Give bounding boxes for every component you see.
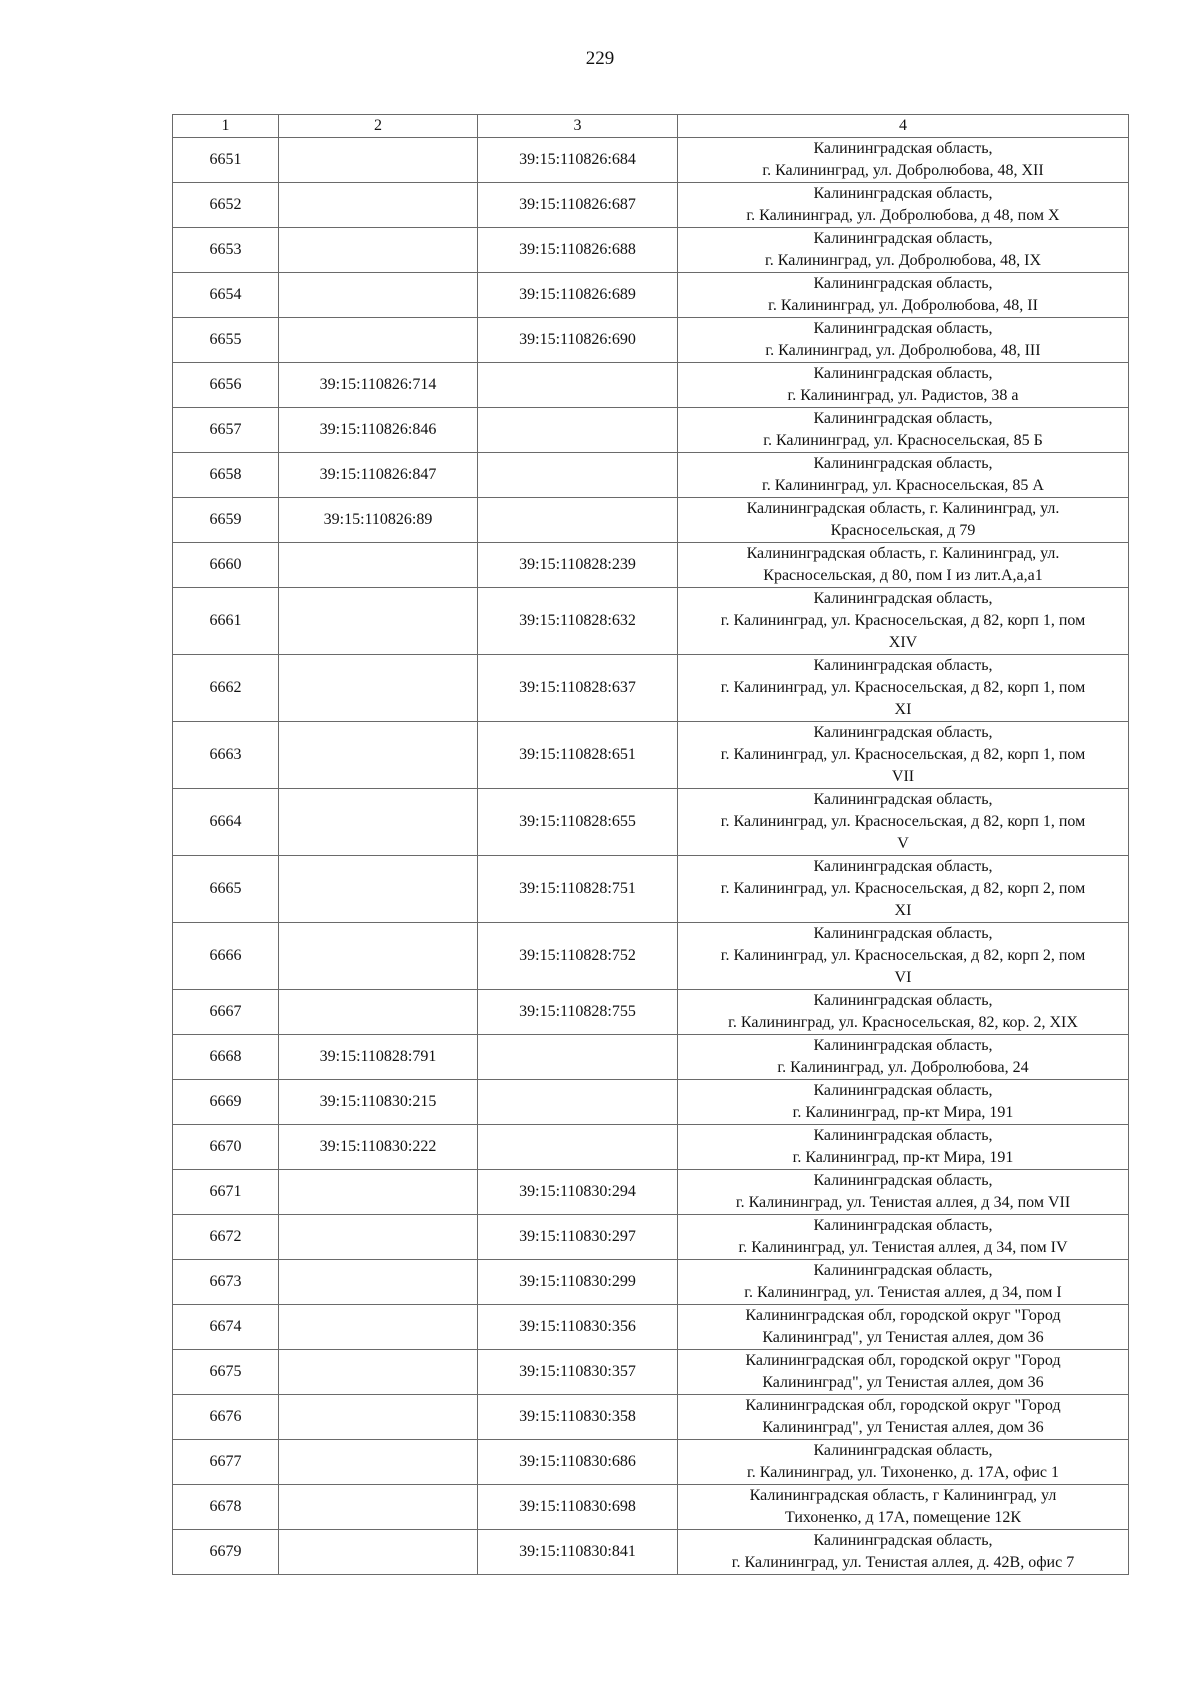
address-cell <box>678 138 1129 183</box>
row-number-cell: 6653 <box>173 228 279 273</box>
address-line: г. Калининград, ул. Красносельская, д 82, корп 2, пом <box>720 947 1086 964</box>
address-line: Калининградская область, <box>813 925 993 942</box>
cadastral-number-cell <box>279 273 478 318</box>
address-line: Калининградская обл, городской округ "Город <box>745 1352 1061 1369</box>
table-row <box>173 1305 1129 1350</box>
row-number-cell: 6676 <box>173 1395 279 1440</box>
cadastral-number-cell <box>279 228 478 273</box>
registry-table <box>172 114 1129 1575</box>
address-line: Калининградская область, <box>813 590 993 607</box>
address-line: г. Калининград, ул. Красносельская, д 82, корп 1, пом <box>720 813 1086 830</box>
address-line: VI <box>894 969 912 986</box>
row-number-cell: 6652 <box>173 183 279 228</box>
object-cadastral-number-cell <box>478 408 678 453</box>
row-number-cell: 6654 <box>173 273 279 318</box>
cadastral-number-cell: 39:15:110826:847 <box>279 453 478 498</box>
table-row <box>173 1485 1129 1530</box>
table-row <box>173 318 1129 363</box>
cadastral-number-cell <box>279 1350 478 1395</box>
row-number-cell: 6659 <box>173 498 279 543</box>
object-cadastral-number-cell: 39:15:110830:299 <box>478 1260 678 1305</box>
address-line: г. Калининград, ул. Тихоненко, д. 17А, офис 1 <box>746 1464 1060 1481</box>
object-cadastral-number-cell <box>478 363 678 408</box>
table-row <box>173 183 1129 228</box>
cadastral-number-cell <box>279 1530 478 1575</box>
cadastral-number-cell: 39:15:110830:222 <box>279 1125 478 1170</box>
table-row <box>173 1530 1129 1575</box>
address-line: г. Калининград, ул. Радистов, 38 а <box>787 387 1019 404</box>
row-number-cell: 6660 <box>173 543 279 588</box>
cadastral-number-cell: 39:15:110826:89 <box>279 498 478 543</box>
address-cell <box>678 1125 1129 1170</box>
address-line: г. Калининград, ул. Добролюбова, 48, XII <box>762 162 1044 179</box>
address-cell <box>678 990 1129 1035</box>
object-cadastral-number-cell: 39:15:110828:655 <box>478 789 678 856</box>
address-cell <box>678 1440 1129 1485</box>
row-number-cell: 6667 <box>173 990 279 1035</box>
table-row <box>173 363 1129 408</box>
row-number-cell: 6666 <box>173 923 279 990</box>
address-cell <box>678 789 1129 856</box>
address-line: Калининград", ул Тенистая аллея, дом 36 <box>762 1329 1044 1346</box>
table-body <box>173 138 1129 1575</box>
address-cell <box>678 1350 1129 1395</box>
object-cadastral-number-cell: 39:15:110828:651 <box>478 722 678 789</box>
address-line: г. Калининград, пр-кт Мира, 191 <box>792 1104 1014 1121</box>
address-line: г. Калининград, ул. Красносельская, д 82, корп 1, пом <box>720 679 1086 696</box>
address-cell <box>678 1485 1129 1530</box>
address-line: Калининградская область, <box>813 320 993 337</box>
address-cell <box>678 1530 1129 1575</box>
address-line: г. Калининград, ул. Красносельская, д 82, корп 1, пом <box>720 746 1086 763</box>
table-row <box>173 655 1129 722</box>
column-header-2: 2 <box>279 115 478 138</box>
address-line: Красносельская, д 79 <box>830 522 976 539</box>
address-cell <box>678 655 1129 722</box>
row-number-cell: 6677 <box>173 1440 279 1485</box>
address-line: Калининградская область, г. Калининград, ул. <box>746 500 1060 517</box>
cadastral-number-cell <box>279 789 478 856</box>
address-cell <box>678 1395 1129 1440</box>
address-line: Калининградская область, <box>813 791 993 808</box>
address-line: г. Калининград, ул. Добролюбова, 48, II <box>768 297 1038 314</box>
address-line: г. Калининград, ул. Тенистая аллея, д 34, пом I <box>744 1284 1062 1301</box>
cadastral-number-cell <box>279 1170 478 1215</box>
address-line: г. Калининград, ул. Добролюбова, 48, III <box>765 342 1041 359</box>
address-line: Калининградская область, <box>813 410 993 427</box>
address-line: Калининградская область, <box>813 1217 993 1234</box>
table-row <box>173 990 1129 1035</box>
table-row <box>173 789 1129 856</box>
address-line: Калининградская область, г Калининград, ул <box>749 1487 1057 1504</box>
column-header-4: 4 <box>678 115 1129 138</box>
object-cadastral-number-cell: 39:15:110826:689 <box>478 273 678 318</box>
table-row <box>173 1080 1129 1125</box>
column-header-1: 1 <box>173 115 279 138</box>
cadastral-number-cell <box>279 722 478 789</box>
table-row <box>173 1350 1129 1395</box>
address-line: г. Калининград, ул. Тенистая аллея, д 34, пом IV <box>738 1239 1068 1256</box>
object-cadastral-number-cell <box>478 453 678 498</box>
cadastral-number-cell <box>279 183 478 228</box>
table-row <box>173 1215 1129 1260</box>
table-row <box>173 1260 1129 1305</box>
address-cell <box>678 318 1129 363</box>
address-line: Калининградская область, г. Калининград, ул. <box>746 545 1060 562</box>
table-row <box>173 856 1129 923</box>
row-number-cell: 6669 <box>173 1080 279 1125</box>
row-number-cell: 6672 <box>173 1215 279 1260</box>
object-cadastral-number-cell: 39:15:110830:297 <box>478 1215 678 1260</box>
table-row <box>173 1125 1129 1170</box>
address-line: Красносельская, д 80, пом I из лит.А,а,а1 <box>763 567 1043 584</box>
page-number: 229 <box>585 48 615 69</box>
row-number-cell: 6656 <box>173 363 279 408</box>
address-line: Калининградская обл, городской округ "Город <box>745 1307 1061 1324</box>
address-line: Калининградская область, <box>813 365 993 382</box>
table-row <box>173 228 1129 273</box>
row-number-cell: 6658 <box>173 453 279 498</box>
object-cadastral-number-cell <box>478 1125 678 1170</box>
table-row <box>173 453 1129 498</box>
address-cell <box>678 183 1129 228</box>
address-line: XI <box>894 701 912 718</box>
row-number-cell: 6679 <box>173 1530 279 1575</box>
row-number-cell: 6661 <box>173 588 279 655</box>
table-row <box>173 1035 1129 1080</box>
cadastral-number-cell <box>279 543 478 588</box>
object-cadastral-number-cell: 39:15:110830:698 <box>478 1485 678 1530</box>
row-number-cell: 6651 <box>173 138 279 183</box>
cadastral-number-cell <box>279 138 478 183</box>
row-number-cell: 6670 <box>173 1125 279 1170</box>
object-cadastral-number-cell: 39:15:110828:632 <box>478 588 678 655</box>
object-cadastral-number-cell: 39:15:110830:356 <box>478 1305 678 1350</box>
table-row <box>173 923 1129 990</box>
cadastral-number-cell <box>279 588 478 655</box>
row-number-cell: 6657 <box>173 408 279 453</box>
row-number-cell: 6673 <box>173 1260 279 1305</box>
address-line: Калининградская область, <box>813 1172 993 1189</box>
row-number-cell: 6678 <box>173 1485 279 1530</box>
object-cadastral-number-cell: 39:15:110830:294 <box>478 1170 678 1215</box>
object-cadastral-number-cell: 39:15:110828:751 <box>478 856 678 923</box>
row-number-cell: 6671 <box>173 1170 279 1215</box>
cadastral-number-cell: 39:15:110830:215 <box>279 1080 478 1125</box>
object-cadastral-number-cell: 39:15:110826:690 <box>478 318 678 363</box>
address-line: г. Калининград, ул. Добролюбова, 24 <box>777 1059 1029 1076</box>
object-cadastral-number-cell: 39:15:110830:686 <box>478 1440 678 1485</box>
object-cadastral-number-cell: 39:15:110828:239 <box>478 543 678 588</box>
address-cell <box>678 498 1129 543</box>
address-line: г. Калининград, ул. Тенистая аллея, д 34, пом VII <box>735 1194 1071 1211</box>
address-line: Калининградская область, <box>813 1037 993 1054</box>
address-line: Калининградская область, <box>813 1082 993 1099</box>
row-number-cell: 6663 <box>173 722 279 789</box>
address-line: г. Калининград, ул. Красносельская, д 82, корп 1, пом <box>720 612 1086 629</box>
object-cadastral-number-cell: 39:15:110830:358 <box>478 1395 678 1440</box>
address-line: Калининградская область, <box>813 858 993 875</box>
address-line: г. Калининград, ул. Тенистая аллея, д. 42В, офис 7 <box>731 1554 1075 1571</box>
address-line: XIV <box>888 634 918 651</box>
table-row <box>173 408 1129 453</box>
row-number-cell: 6662 <box>173 655 279 722</box>
object-cadastral-number-cell: 39:15:110828:637 <box>478 655 678 722</box>
address-line: XI <box>894 902 912 919</box>
table-row <box>173 722 1129 789</box>
cadastral-number-cell <box>279 655 478 722</box>
row-number-cell: 6674 <box>173 1305 279 1350</box>
address-line: Калининградская область, <box>813 992 993 1009</box>
table-row <box>173 1395 1129 1440</box>
address-line: Калининградская область, <box>813 1532 993 1549</box>
address-line: Калининградская область, <box>813 140 993 157</box>
object-cadastral-number-cell <box>478 498 678 543</box>
address-cell <box>678 1260 1129 1305</box>
address-line: Калининградская область, <box>813 275 993 292</box>
address-line: Калининградская область, <box>813 455 993 472</box>
object-cadastral-number-cell: 39:15:110828:752 <box>478 923 678 990</box>
address-line: VII <box>891 768 915 785</box>
address-cell <box>678 1080 1129 1125</box>
address-cell <box>678 453 1129 498</box>
object-cadastral-number-cell <box>478 1080 678 1125</box>
cadastral-number-cell <box>279 1305 478 1350</box>
address-line: г. Калининград, ул. Красносельская, 85 А <box>762 477 1044 494</box>
table-row <box>173 543 1129 588</box>
cadastral-number-cell: 39:15:110826:846 <box>279 408 478 453</box>
address-line: Калининградская область, <box>813 724 993 741</box>
address-cell <box>678 1215 1129 1260</box>
object-cadastral-number-cell: 39:15:110826:684 <box>478 138 678 183</box>
row-number-cell: 6675 <box>173 1350 279 1395</box>
address-cell <box>678 408 1129 453</box>
table-row <box>173 273 1129 318</box>
cadastral-number-cell <box>279 1215 478 1260</box>
address-line: Тихоненко, д 17А, помещение 12К <box>784 1509 1021 1526</box>
address-line: Калининградская обл, городской округ "Город <box>745 1397 1061 1414</box>
object-cadastral-number-cell: 39:15:110828:755 <box>478 990 678 1035</box>
object-cadastral-number-cell: 39:15:110830:357 <box>478 1350 678 1395</box>
object-cadastral-number-cell <box>478 1035 678 1080</box>
address-line: г. Калининград, ул. Красносельская, д 82, корп 2, пом <box>720 880 1086 897</box>
address-cell <box>678 1170 1129 1215</box>
table-header <box>173 115 1129 138</box>
address-line: г. Калининград, пр-кт Мира, 191 <box>792 1149 1014 1166</box>
address-line: Калининград", ул Тенистая аллея, дом 36 <box>762 1419 1044 1436</box>
cadastral-number-cell: 39:15:110826:714 <box>279 363 478 408</box>
address-cell <box>678 588 1129 655</box>
column-header-3: 3 <box>478 115 678 138</box>
table-row <box>173 588 1129 655</box>
address-cell <box>678 1035 1129 1080</box>
address-line: г. Калининград, ул. Красносельская, 85 Б <box>763 432 1043 449</box>
row-number-cell: 6664 <box>173 789 279 856</box>
address-line: г. Калининград, ул. Красносельская, 82, кор. 2, XIX <box>728 1014 1078 1031</box>
object-cadastral-number-cell: 39:15:110830:841 <box>478 1530 678 1575</box>
object-cadastral-number-cell: 39:15:110826:687 <box>478 183 678 228</box>
row-number-cell: 6655 <box>173 318 279 363</box>
address-line: Калининградская область, <box>813 1262 993 1279</box>
address-line: г. Калининград, ул. Добролюбова, д 48, пом X <box>746 207 1060 224</box>
cadastral-number-cell <box>279 923 478 990</box>
cadastral-number-cell <box>279 1485 478 1530</box>
address-line: Калининградская область, <box>813 1442 993 1459</box>
address-cell <box>678 543 1129 588</box>
address-line: Калининградская область, <box>813 1127 993 1144</box>
address-cell <box>678 273 1129 318</box>
address-line: Калининградская область, <box>813 657 993 674</box>
cadastral-number-cell: 39:15:110828:791 <box>279 1035 478 1080</box>
cadastral-number-cell <box>279 1260 478 1305</box>
object-cadastral-number-cell: 39:15:110826:688 <box>478 228 678 273</box>
cadastral-number-cell <box>279 1395 478 1440</box>
cadastral-number-cell <box>279 856 478 923</box>
table-row <box>173 1170 1129 1215</box>
table-row <box>173 138 1129 183</box>
address-line: Калининград", ул Тенистая аллея, дом 36 <box>762 1374 1044 1391</box>
row-number-cell: 6668 <box>173 1035 279 1080</box>
table-row <box>173 498 1129 543</box>
header-row <box>173 115 1129 138</box>
address-cell <box>678 923 1129 990</box>
address-line: г. Калининград, ул. Добролюбова, 48, IX <box>764 252 1042 269</box>
cadastral-number-cell <box>279 1440 478 1485</box>
table-row <box>173 1440 1129 1485</box>
row-number-cell: 6665 <box>173 856 279 923</box>
address-cell <box>678 722 1129 789</box>
address-cell <box>678 856 1129 923</box>
address-line: Калининградская область, <box>813 230 993 247</box>
address-cell <box>678 228 1129 273</box>
address-line: V <box>897 835 909 852</box>
address-line: Калининградская область, <box>813 185 993 202</box>
cadastral-number-cell <box>279 990 478 1035</box>
cadastral-number-cell <box>279 318 478 363</box>
address-cell <box>678 363 1129 408</box>
address-cell <box>678 1305 1129 1350</box>
